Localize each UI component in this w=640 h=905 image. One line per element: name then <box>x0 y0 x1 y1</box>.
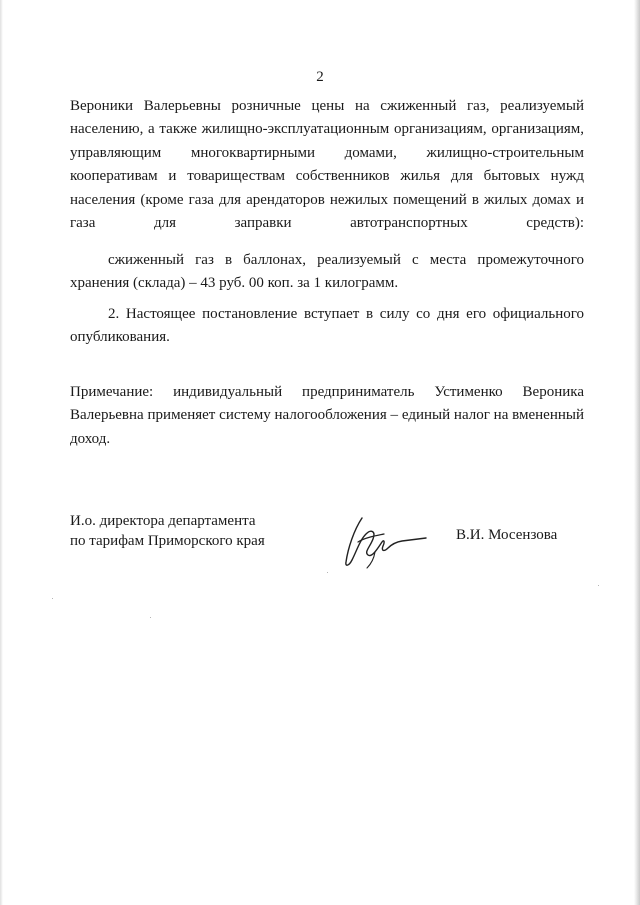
signatory-title <box>70 512 265 551</box>
signatory-title-line-2: по тарифам Приморского края <box>70 532 265 549</box>
scan-speck <box>52 598 53 599</box>
signatory-name: В.И. Мосензова <box>456 527 558 543</box>
scan-edge-right <box>634 0 640 905</box>
scan-speck <box>598 585 599 586</box>
paragraph-prices: Вероники Валерьевны розничные цены на сжиженный газ, реализуемый населению, а также жилищно-эксплуатационным организациям, организациям, управляющим многоквартирными домами, жилищно-строительным кооперативам и товариществам собственников жилья для бытовых нужд населения (кроме газа для арендаторов нежилых помещений в жилых домах и газа для заправки автотранспортных средств): <box>70 98 584 232</box>
page-number: 2 <box>316 69 324 85</box>
scan-edge-left <box>0 0 3 905</box>
paragraph-note: Примечание: индивидуальный предприниматель Устименко Вероника Валерьевна применяет систему налогообложения – единый налог на вмененный доход. <box>70 384 584 447</box>
paragraph-effective-date: 2. Настоящее постановление вступает в силу со дня его официального опубликования. <box>70 306 584 346</box>
scan-speck <box>150 617 151 618</box>
handwritten-signature <box>340 512 430 570</box>
paragraph-gas-cylinders: сжиженный газ в баллонах, реализуемый с места промежуточного хранения (склада) – 43 руб. 00 коп. за 1 килограмм. <box>70 252 584 292</box>
signatory-title-line-1: И.о. директора департамента <box>70 513 256 529</box>
scan-speck <box>327 572 328 573</box>
